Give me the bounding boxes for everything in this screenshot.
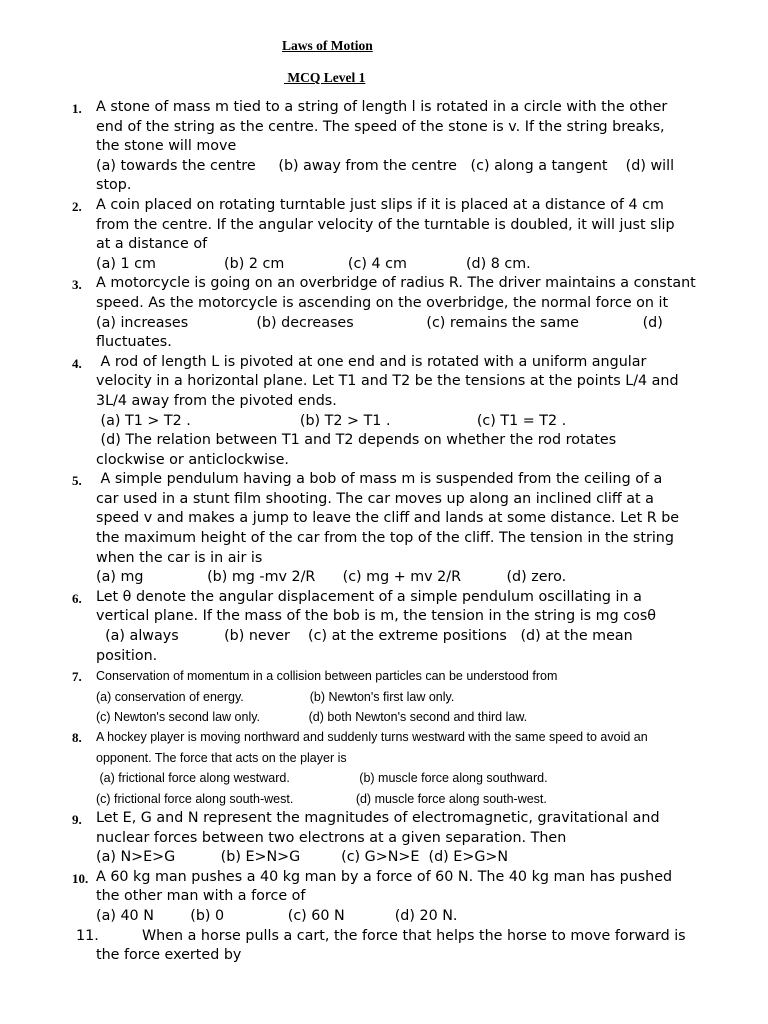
- question-number: 3.: [72, 277, 82, 293]
- question-8: [0, 727, 768, 809]
- question-number: 8.: [72, 730, 82, 746]
- question-number: 4.: [72, 355, 82, 371]
- page-title: Laws of Motion: [282, 38, 373, 53]
- question-4: [0, 353, 768, 471]
- question-text: A motorcycle is going on an overbridge of radius R. The driver maintains a constant speed. As the motorcycle is ascending on the overbridge, the normal force on it (a) increases (b) decreases (c) remains the same (d) fluctuates.: [96, 275, 696, 351]
- question-text: A rod of length L is pivoted at one end and is rotated with a uniform angular velocity in a horizontal plane. Let T1 and T2 be the tensions at the points L/4 and 3L/4 away from the pivoted ends. (a) T1 > T2 . (b) T2 > T1 . (c) T1 = T2 . (d) The relation between T1 and T2 depends on whether the rod rotates clockwise or anticlockwise.: [96, 353, 679, 468]
- question-text: Let E, G and N represent the magnitudes of electromagnetic, gravitational and nuclear forces between two electrons at a given separation. Then (a) N>E>G (b) E>N>G (c) G>N>E (d) E>G>N: [96, 810, 660, 866]
- question-text: Conservation of momentum in a collision between particles can be understood from (a) conservation of energy. (b) Newton's first law only. (c) Newton's second law only. (d) both Newton's second and third law.: [96, 669, 558, 725]
- question-2: [0, 196, 768, 274]
- question-text: A simple pendulum having a bob of mass m is suspended from the ceiling of a car used in a stunt film shooting. The car moves up along an inclined cliff at a speed v and makes a jump to leave the cliff and lands at some distance. Let R be the maximum height of the car from the top of the cliff. The tension in the string when the car is in air is (a) mg (b) mg -mv 2/R (c) mg + mv 2/R (d) zero.: [96, 471, 680, 586]
- question-list: [0, 98, 768, 966]
- question-number: 6.: [72, 590, 82, 606]
- question-number: 11.: [76, 927, 99, 944]
- question-text: A 60 kg man pushes a 40 kg man by a force of 60 N. The 40 kg man has pushed the other man with a force of (a) 40 N (b) 0 (c) 60 N (d) 20 N.: [96, 868, 673, 925]
- question-text: Let θ denote the angular displacement of a simple pendulum oscillating in a vertical plane. If the mass of the bob is m, the tension in the string is mg cosθ (a) always (b) never (c) at the extreme positions (d) at the mean position.: [96, 588, 657, 664]
- page-subtitle: MCQ Level 1: [284, 70, 366, 85]
- question-number: 5.: [72, 473, 82, 489]
- question-10: [0, 868, 768, 927]
- question-11: [0, 927, 768, 966]
- question-5: [0, 470, 768, 588]
- question-1: [0, 98, 768, 196]
- question-number: 2.: [72, 198, 82, 214]
- question-number: 7.: [72, 669, 82, 685]
- question-text-line-1: When a horse pulls a cart, the force that helps the horse to move forward is: [142, 927, 686, 944]
- question-number: 1.: [72, 101, 82, 116]
- question-number: 10.: [72, 870, 89, 886]
- question-number: 9.: [72, 812, 82, 828]
- question-text: A stone of mass m tied to a string of length l is rotated in a circle with the other end of the string as the centre. The speed of the stone is v. If the string breaks, the stone will move (a) towards the centre (b) away from the centre (c) along a tangent (d) will stop.: [96, 99, 675, 194]
- question-text-line-2: the force exerted by: [96, 947, 242, 964]
- question-text: A hockey player is moving northward and suddenly turns westward with the same speed to avoid an opponent. The force that acts on the player is (a) frictional force along westward. (b) muscle force along southward. (c) frictional force along south-west. (d) muscle force along south-west.: [96, 730, 648, 806]
- question-7: [0, 666, 768, 727]
- question-text: A coin placed on rotating turntable just slips if it is placed at a distance of 4 cm from the centre. If the angular velocity of the turntable is doubled, it will just slip at a distance of (a) 1 cm (b) 2 cm (c) 4 cm (d) 8 cm.: [96, 196, 675, 272]
- question-9: [0, 809, 768, 868]
- question-3: [0, 274, 768, 352]
- question-6: [0, 588, 768, 666]
